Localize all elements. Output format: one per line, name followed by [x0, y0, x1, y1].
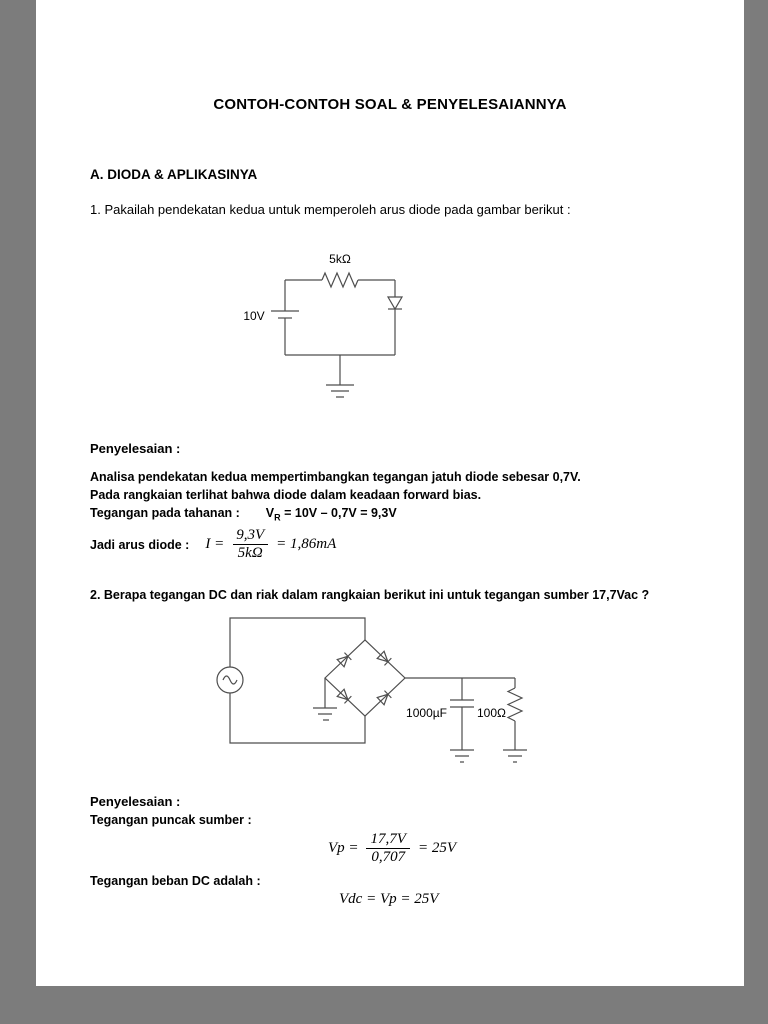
problem2-solution-heading: Penyelesaian : — [90, 794, 181, 809]
ac-source-icon — [217, 667, 243, 693]
resistor-icon — [285, 273, 395, 287]
problem2-question: 2. Berapa tegangan DC dan riak dalam rangkaian berikut ini untuk tegangan sumber 17,7Vac ? — [90, 588, 650, 602]
peak-formula-rhs: = 25V — [417, 840, 457, 857]
capacitor-icon — [450, 678, 474, 750]
problem2-peak-formula-row — [328, 831, 456, 867]
circuit2-diagram — [215, 610, 555, 785]
page-title: CONTOH-CONTOH SOAL & PENYELESAIANNYA — [213, 96, 567, 113]
fraction-numerator: 17,7V — [370, 831, 406, 847]
resistor-voltage-label: Tegangan pada tahanan : — [90, 506, 240, 520]
problem2-dc-formula: Vdc = Vp = 25V — [339, 891, 439, 907]
ground-icon — [326, 355, 354, 397]
problem1-solution-heading: Penyelesaian : — [90, 441, 181, 456]
circuit2-capacitor-label: 1000µF — [406, 706, 447, 720]
problem1-current-row — [90, 527, 336, 563]
problem1-analysis1: Analisa pendekatan kedua mempertimbangkan tegangan jatuh diode sebesar 0,7V. — [90, 470, 581, 484]
current-formula-rhs: = 1,86mA — [276, 536, 337, 553]
peak-formula-lhs: Vp = — [328, 840, 359, 857]
current-formula-fraction — [231, 527, 269, 563]
section-a-heading: A. DIODA & APLIKASINYA — [90, 167, 258, 182]
resistor-voltage-expression — [265, 506, 397, 523]
peak-formula — [328, 831, 456, 867]
voltage-expr: = 10V – 0,7V = 9,3V — [280, 506, 397, 520]
problem1-resistor-voltage-line — [90, 506, 397, 523]
bottom-wire — [230, 693, 365, 743]
voltage-var-subscript: R — [274, 512, 281, 523]
battery-icon — [271, 280, 299, 355]
load-resistor-icon — [508, 678, 522, 750]
bridge-ground-icon — [313, 678, 337, 720]
problem1-question: 1. Pakailah pendekatan kedua untuk memperoleh arus diode pada gambar berikut : — [90, 202, 571, 217]
fraction-numerator: 9,3V — [236, 527, 265, 543]
capacitor-ground-icon — [450, 750, 474, 762]
diode-icon — [388, 280, 402, 355]
circuit1-resistor-label: 5kΩ — [329, 252, 351, 266]
resistor-ground-icon — [503, 750, 527, 762]
current-formula-lhs: I = — [205, 536, 225, 553]
circuit1-source-label: 10V — [243, 309, 265, 323]
problem2-peak-label: Tegangan puncak sumber : — [90, 813, 252, 827]
problem2-dc-label: Tegangan beban DC adalah : — [90, 874, 261, 888]
circuit1-diagram — [226, 245, 446, 415]
current-formula — [205, 527, 336, 563]
circuit2-resistor-label: 100Ω — [477, 706, 506, 720]
peak-formula-fraction — [366, 831, 411, 867]
fraction-denominator: 0,707 — [366, 848, 410, 866]
document-page — [36, 0, 744, 986]
bridge-rectifier-icon — [325, 640, 405, 716]
fraction-denominator: 5kΩ — [233, 544, 268, 562]
voltage-var: V — [265, 506, 275, 520]
problem1-analysis2: Pada rangkaian terlihat bahwa diode dalam keadaan forward bias. — [90, 488, 482, 502]
current-label: Jadi arus diode : — [90, 537, 190, 552]
